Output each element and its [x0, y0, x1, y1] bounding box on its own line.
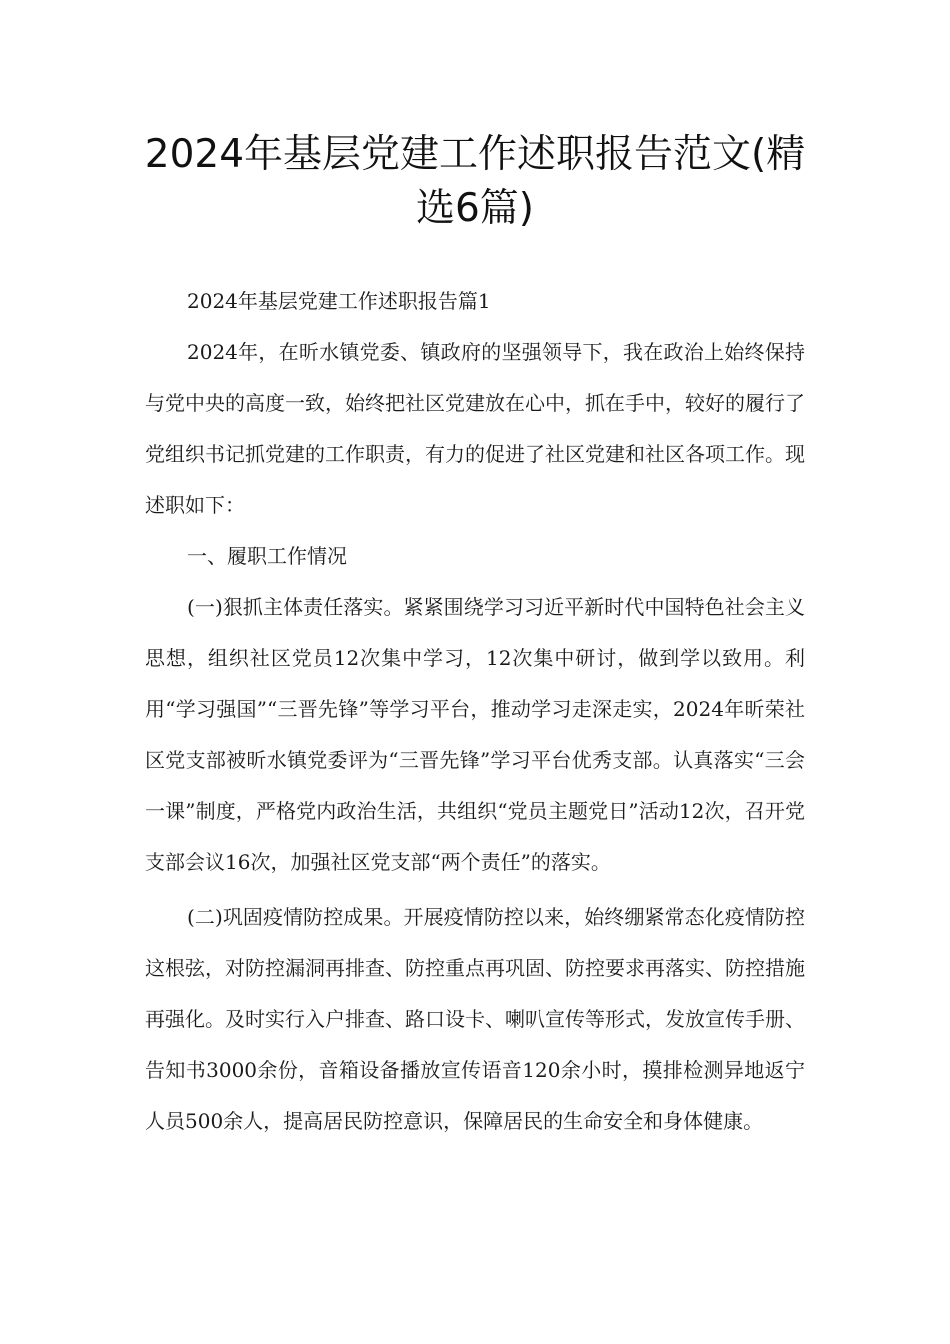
document-body — [145, 276, 805, 1147]
section-heading-duties: 一、履职工作情况 — [187, 544, 347, 568]
body-paragraph-epidemic-control: (二)巩固疫情防控成果。开展疫情防控以来，始终绷紧常态化疫情防控这根弦，对防控漏洞再排查、防控重点再巩固、防控要求再落实、防控措施再强化。及时实行入户排查、路口设卡、喇叭宣传等形式，发放宣传手册、告知书3000余份，音箱设备播放宣传语音120余小时，摸排检测异地返宁人员500余人，提高居民防控意识，保障居民的生命安全和身体健康。 — [145, 905, 805, 1133]
section-heading-article-1: 2024年基层党建工作述职报告篇1 — [187, 289, 491, 313]
body-paragraph-responsibility: (一)狠抓主体责任落实。紧紧围绕学习习近平新时代中国特色社会主义思想，组织社区党员12次集中学习，12次集中研讨，做到学以致用。利用“学习强国”“三晋先锋”等学习平台，推动学习走深走实，2024年昕荣社区党支部被昕水镇党委评为“三晋先锋”学习平台优秀支部。认真落实“三会一课”制度，严格党内政治生活，共组织“党员主题党日”活动12次，召开党支部会议16次，加强社区党支部“两个责任”的落实。 — [145, 595, 805, 874]
document-title: 2024年基层党建工作述职报告范文(精选6篇) — [144, 132, 806, 231]
intro-paragraph: 2024年，在昕水镇党委、镇政府的坚强领导下，我在政治上始终保持与党中央的高度一致，始终把社区党建放在心中，抓在手中，较好的履行了党组织书记抓党建的工作职责，有力的促进了社区党建和社区各项工作。现述职如下： — [145, 340, 805, 517]
